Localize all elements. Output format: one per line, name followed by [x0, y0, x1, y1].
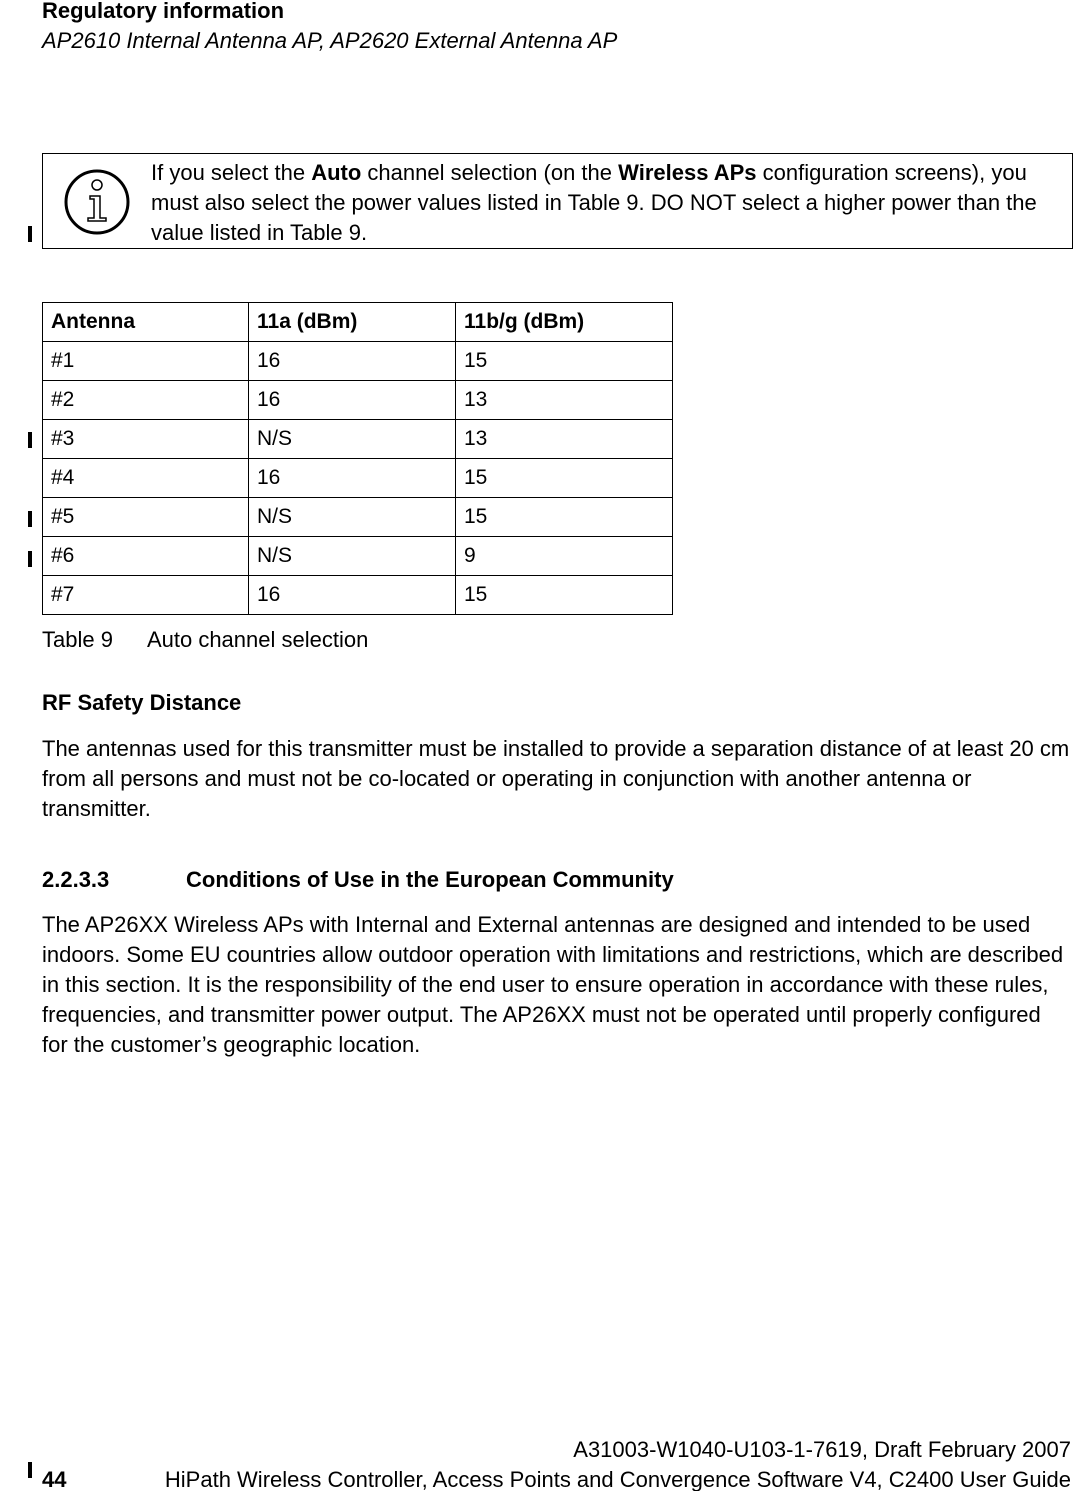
table-row: [43, 537, 673, 576]
column-header: 11a (dBm): [249, 303, 456, 342]
column-header: 11b/g (dBm): [456, 303, 673, 342]
note-box: [42, 153, 1073, 249]
cell: #3: [43, 420, 249, 459]
cell: 15: [456, 498, 673, 537]
cell: 13: [456, 381, 673, 420]
cell: 16: [249, 342, 456, 381]
section-heading: 2.2.3.3 Conditions of Use in the European Community: [42, 867, 674, 892]
cell: #5: [43, 498, 249, 537]
cell: 16: [249, 459, 456, 498]
cell: N/S: [249, 498, 456, 537]
footer-doc-id: A31003-W1040-U103-1-7619, Draft February 2007: [573, 1437, 1071, 1462]
table-row: [43, 381, 673, 420]
note-text: If you select the Auto channel selection (on the Wireless APs configuration screens), you must also select the power values listed in Table 9. DO NOT select a higher power than the value listed in Table 9.: [151, 160, 1037, 245]
rf-safety-paragraph: The antennas used for this transmitter must be installed to provide a separation distance of at least 20 cm from all persons and must not be co-located or operating in conjunction with another antenna or transmitter.: [42, 736, 1070, 821]
cell: 13: [456, 420, 673, 459]
table-row: [43, 420, 673, 459]
cell: #1: [43, 342, 249, 381]
table-row: [43, 342, 673, 381]
eu-paragraph: The AP26XX Wireless APs with Internal and External antennas are designed and intended to be used indoors. Some EU countries allow outdoor operation with limitations and restrictions, which are described in this section. It is the responsibility of the end user to ensure operation in accordance with these rules, frequencies, and transmitter power output. The AP26XX must not be operated until properly configured for the customer’s geographic location.: [42, 912, 1064, 1057]
change-bar: [28, 1462, 32, 1478]
footer-guide-title: HiPath Wireless Controller, Access Points and Convergence Software V4, C2400 User Guide: [164, 1467, 1071, 1491]
cell: 15: [456, 576, 673, 615]
auto-channel-table: [42, 302, 673, 615]
info-icon: [63, 168, 131, 236]
change-bar: [28, 226, 32, 242]
page-number: 44: [42, 1467, 67, 1491]
table-row: [43, 498, 673, 537]
cell: 15: [456, 342, 673, 381]
cell: #6: [43, 537, 249, 576]
cell: 15: [456, 459, 673, 498]
change-bar: [28, 551, 32, 567]
header-subtitle: AP2610 Internal Antenna AP, AP2620 External Antenna AP: [42, 28, 618, 53]
change-bar: [28, 432, 32, 448]
rf-safety-heading: RF Safety Distance: [42, 690, 242, 715]
cell: #4: [43, 459, 249, 498]
table-caption: Table 9 Auto channel selection: [42, 627, 369, 652]
cell: 9: [456, 537, 673, 576]
cell: N/S: [249, 537, 456, 576]
cell: 16: [249, 576, 456, 615]
table-header-row: [43, 303, 673, 342]
table-row: [43, 459, 673, 498]
header-title: Regulatory information: [42, 0, 285, 23]
change-bar: [28, 511, 32, 527]
cell: #2: [43, 381, 249, 420]
cell: 16: [249, 381, 456, 420]
cell: N/S: [249, 420, 456, 459]
cell: #7: [43, 576, 249, 615]
column-header: Antenna: [43, 303, 249, 342]
table-row: [43, 576, 673, 615]
